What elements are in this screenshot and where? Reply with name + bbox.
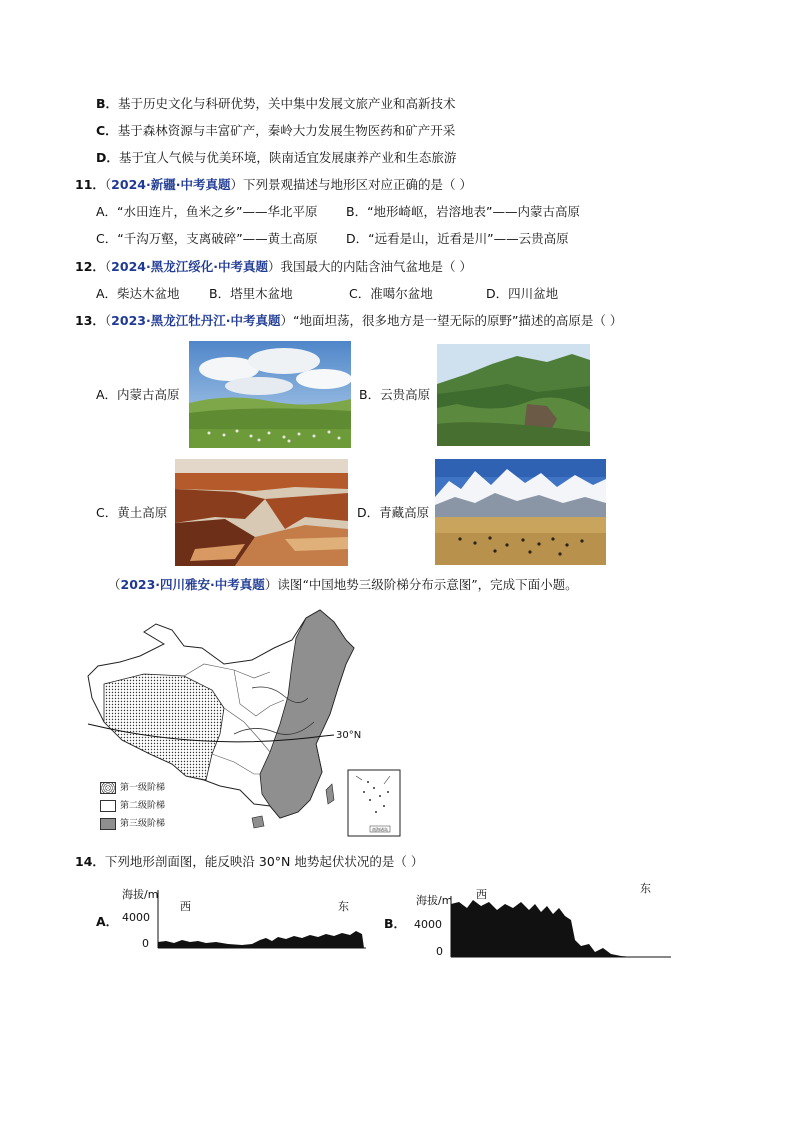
- profile-b-tick-4000: 4000: [414, 918, 442, 931]
- q12-option-b: B．塔里木盆地: [209, 286, 293, 301]
- china-terrain-steps-map: [84, 604, 414, 840]
- q11-option-c: C．“千沟万壑，支离破碎”——黄土高原: [96, 231, 318, 246]
- profile-a-ylabel: 海拔/m: [122, 888, 159, 901]
- profile-b-tick-0: 0: [436, 945, 443, 958]
- q11-source: 2024·新疆·中考真题: [111, 177, 231, 192]
- q12-source: 2024·黑龙江绥化·中考真题: [111, 259, 268, 274]
- q11-option-d: D．“远看是山，近看是川”——云贵高原: [346, 231, 569, 246]
- q12-option-c: C．准噶尔盆地: [349, 286, 433, 301]
- profile-a-tick-0: 0: [142, 937, 149, 950]
- profile-b-chart: [449, 896, 673, 958]
- q13-option-b: B．云贵高原: [359, 387, 431, 402]
- q14-option-a-label: A．: [96, 914, 119, 929]
- q11-option-b: B．“地形崎岖，岩溶地表”——内蒙古高原: [346, 204, 581, 219]
- profile-a-tick-4000: 4000: [122, 911, 150, 924]
- legend-swatch-dotted: [100, 782, 116, 794]
- group-source: 2023·四川雅安·中考真题: [120, 577, 265, 592]
- q11-stem: 11．（2024·新疆·中考真题）下列景观描述与地形区对应正确的是（ ）: [75, 177, 472, 192]
- profile-b-east: 东: [640, 882, 651, 895]
- q14-option-b-label: B．: [384, 916, 407, 931]
- q13-option-c: C．黄土高原: [96, 505, 168, 520]
- latitude-30n-label: 30°N: [336, 730, 362, 741]
- q10-option-c: C．基于森林资源与丰富矿产，秦岭大力发展生物医药和矿产开采: [96, 123, 456, 138]
- legend-step-2: 第二级阶梯: [100, 798, 165, 812]
- q13-source: 2023·黑龙江牡丹江·中考真题: [111, 313, 281, 328]
- profile-b-ylabel: 海拔/m: [416, 894, 453, 907]
- q13-stem: 13．（2023·黑龙江牡丹江·中考真题）“地面坦荡，很多地方是一望无际的原野”描述的高原是（ ）: [75, 313, 623, 328]
- profile-a-chart: [156, 890, 368, 950]
- q12-option-d: D．四川盆地: [486, 286, 559, 301]
- inset-label: 南海诸岛: [372, 827, 388, 832]
- q13-option-a: A．内蒙古高原: [96, 387, 180, 402]
- q10-option-b: B．基于历史文化与科研优势，关中集中发展文旅产业和高新技术: [96, 96, 456, 111]
- tibetan-plateau-photo: [435, 459, 606, 565]
- q12-option-a: A．柴达木盆地: [96, 286, 180, 301]
- q10-option-d: D．基于宜人气候与优美环境，陕南适宜发展康养产业和生态旅游: [96, 150, 457, 165]
- legend-swatch-gray: [100, 818, 116, 830]
- mountain-valley-photo: [437, 344, 590, 446]
- legend-step-3: 第三级阶梯: [100, 816, 165, 830]
- profile-b-west: 西: [476, 888, 487, 901]
- grassland-photo: [189, 341, 351, 448]
- q13-option-d: D．青藏高原: [357, 505, 430, 520]
- q12-stem: 12．（2024·黑龙江绥化·中考真题）我国最大的内陆含油气盆地是（ ）: [75, 259, 472, 274]
- q14-stem: 14．下列地形剖面图，能反映沿 30°N 地势起伏状况的是（ ）: [75, 854, 424, 869]
- q11-option-a: A．“水田连片，鱼米之乡”——华北平原: [96, 204, 318, 219]
- loess-plateau-photo: [175, 459, 348, 566]
- question-group-intro: （2023·四川雅安·中考真题）读图“中国地势三级阶梯分布示意图”，完成下面小题。: [108, 577, 578, 592]
- legend-swatch-white: [100, 800, 116, 812]
- profile-a-east: 东: [338, 900, 349, 913]
- profile-a-west: 西: [180, 900, 191, 913]
- legend-step-1: 第一级阶梯: [100, 780, 165, 794]
